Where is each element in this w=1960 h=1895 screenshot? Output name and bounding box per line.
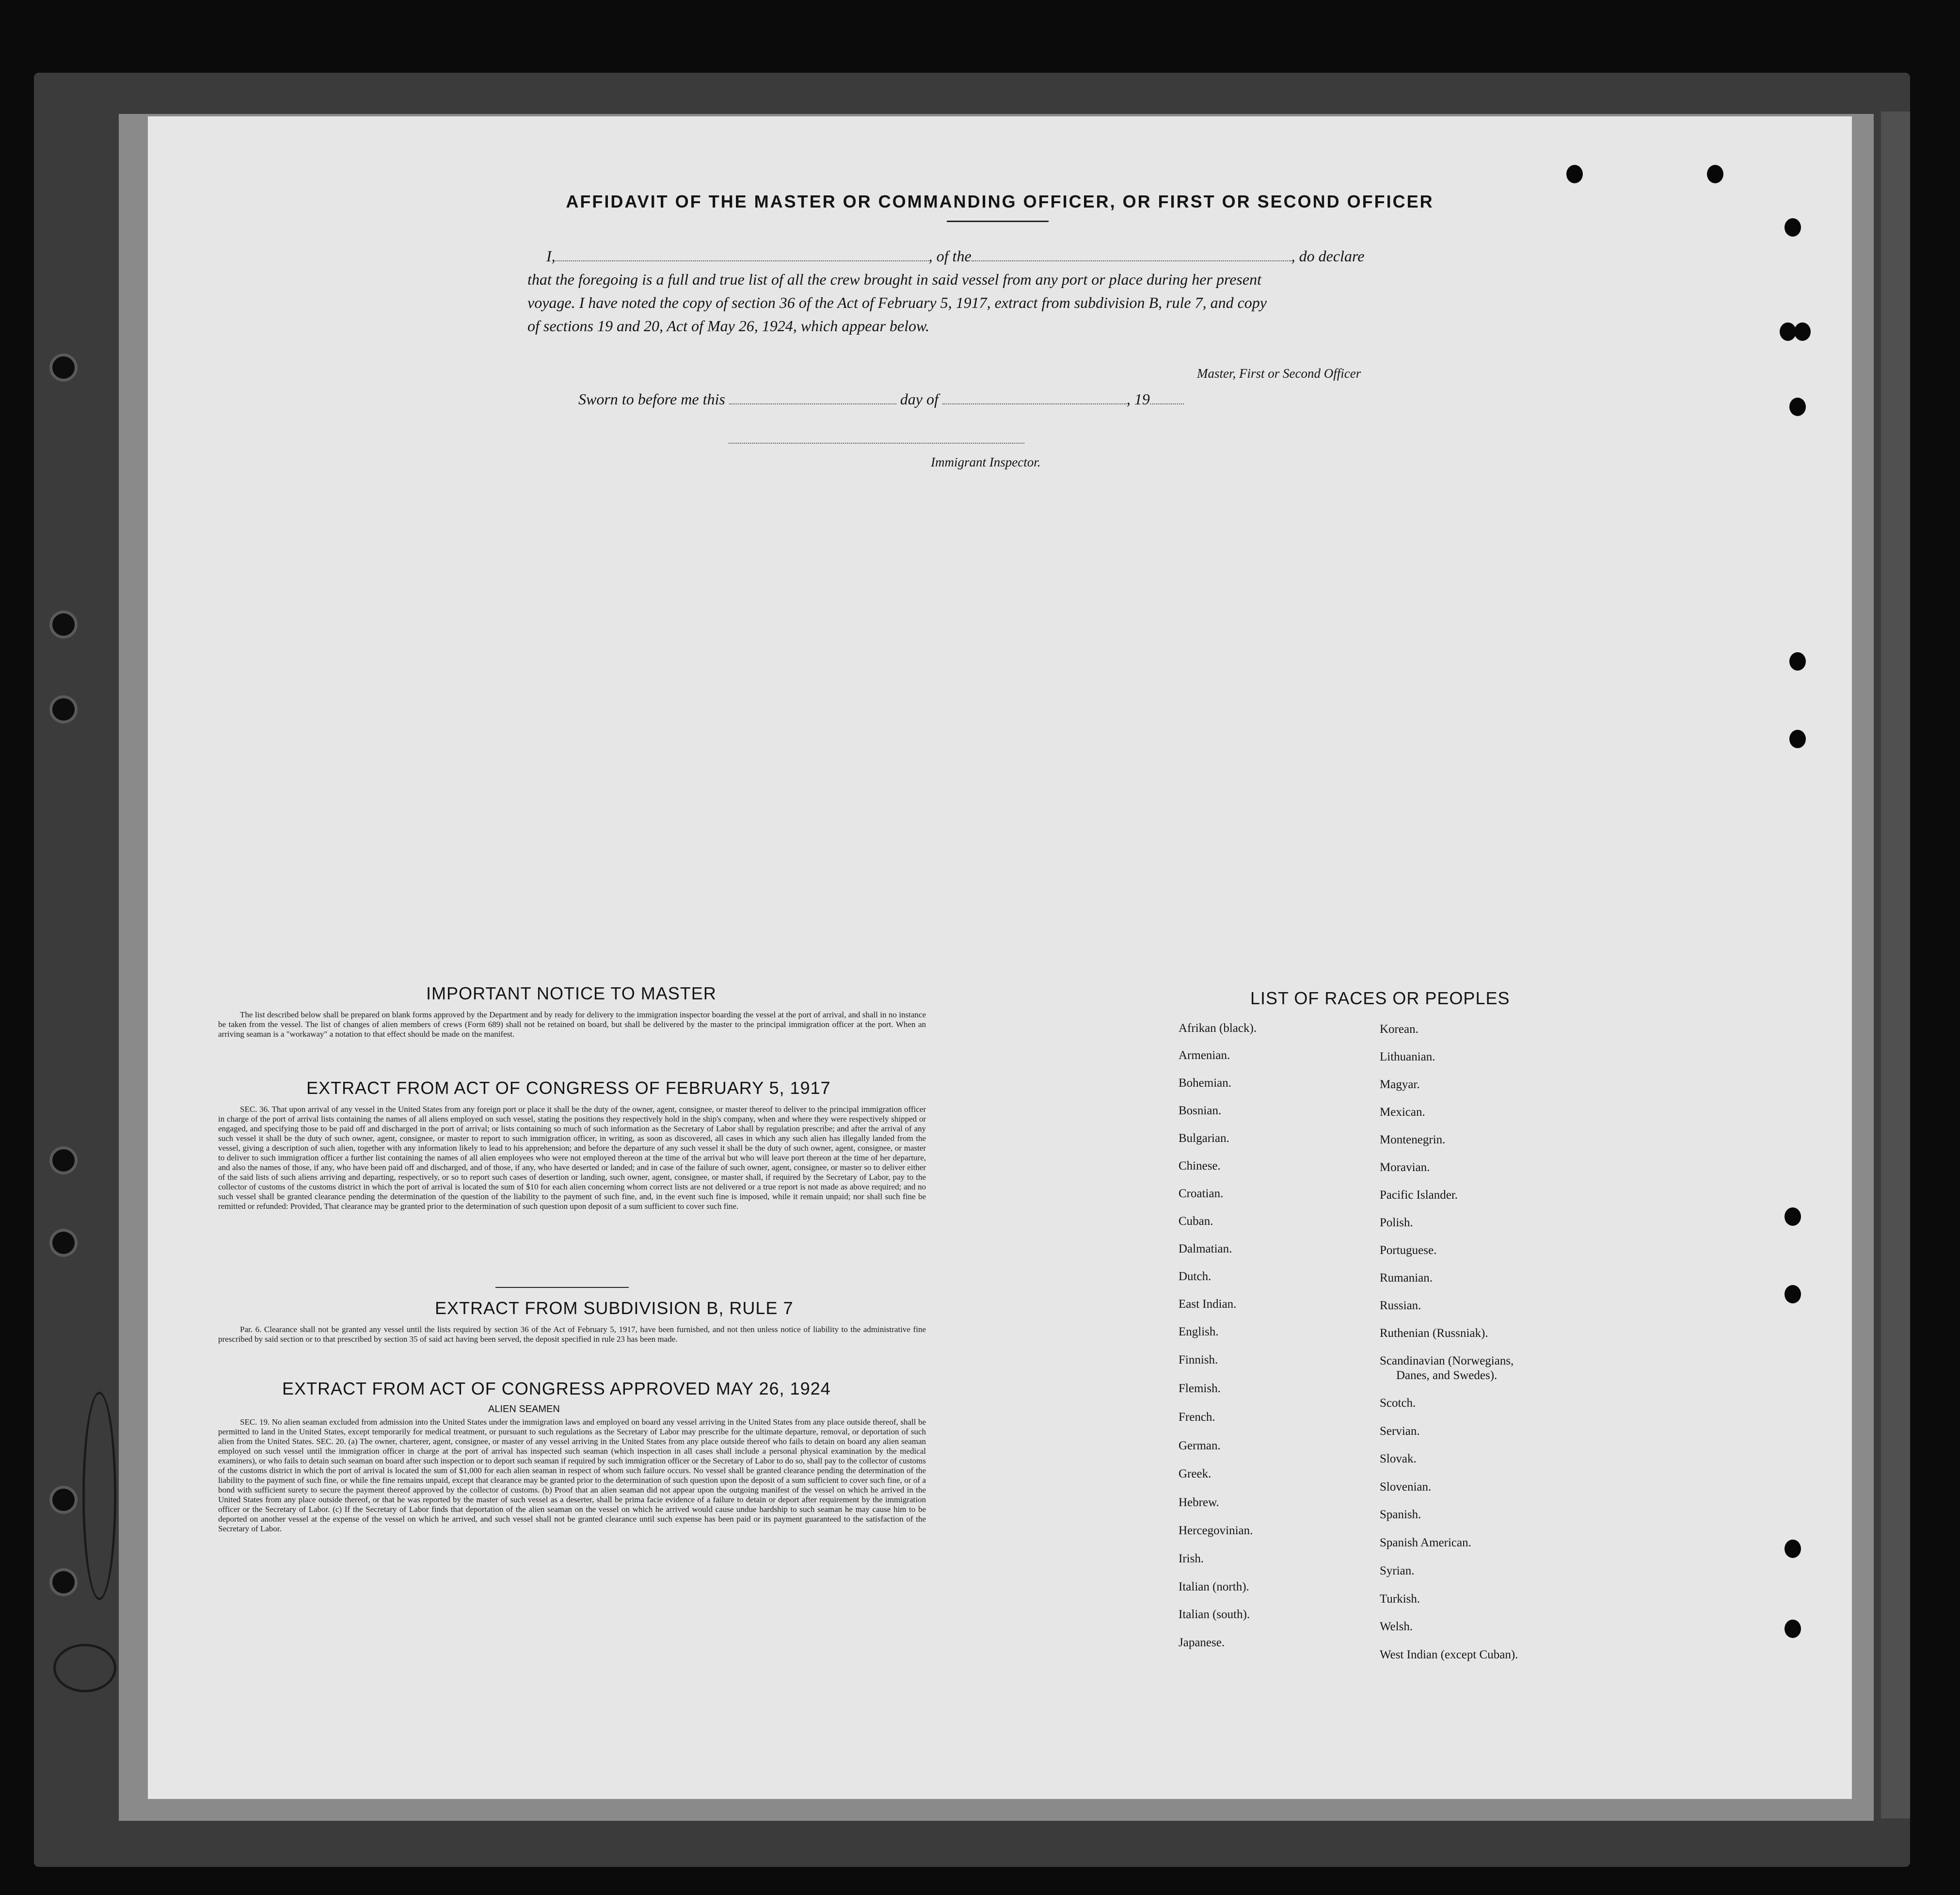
vessel-name-field <box>972 260 1291 261</box>
race-item: English. <box>1179 1325 1219 1338</box>
title-divider <box>947 221 1049 222</box>
race-item: Flemish. <box>1179 1382 1221 1395</box>
binder-hole <box>52 356 75 379</box>
punch-hole <box>1794 322 1811 341</box>
race-item: Welsh. <box>1380 1620 1413 1633</box>
affidavit-line-1 <box>546 247 1364 265</box>
race-item: French. <box>1179 1411 1215 1424</box>
binder-hole <box>52 1149 75 1172</box>
race-item: Ruthenian (Russniak). <box>1380 1327 1488 1340</box>
day-of-label: day of <box>900 390 939 408</box>
race-item: Dalmatian. <box>1179 1242 1232 1255</box>
affidavit-line-3: voyage. I have noted the copy of section 36 of the Act of February 5, 1917, extract from subdivision B, rule 7, and copy <box>527 294 1267 311</box>
punch-hole <box>1785 218 1801 237</box>
race-item: Bosnian. <box>1179 1104 1222 1117</box>
race-item: Danes, and Swedes). <box>1396 1369 1498 1382</box>
binder-hole <box>52 613 75 636</box>
sworn-month-field <box>942 403 1127 404</box>
race-item: Moravian. <box>1380 1161 1430 1174</box>
race-item: Hebrew. <box>1179 1496 1219 1509</box>
binder-string <box>53 1644 116 1692</box>
race-item: Korean. <box>1380 1023 1418 1036</box>
race-item: Turkish. <box>1380 1592 1420 1606</box>
race-item: West Indian (except Cuban). <box>1380 1648 1518 1661</box>
race-item: Russian. <box>1380 1299 1421 1312</box>
affidavit-declare: , do declare <box>1291 247 1365 265</box>
race-item: Afrikan (black). <box>1179 1022 1257 1035</box>
punch-hole <box>1785 1285 1801 1303</box>
punch-hole <box>1785 1540 1801 1558</box>
race-item: Lithuanian. <box>1380 1050 1435 1063</box>
inspector-signature-line <box>729 443 1024 444</box>
notice-body: The list described below shall be prepared on blank forms approved by the Department and by ready for delivery to the immigration inspector boarding the vessel at the port of arrival, and shall in no instance be taken from the vessel. The list of changes of alien members of crews (Form 689) shall not be retained on board, but shall be delivered by the master to the principal immigration officer at the port. When an arriving seaman is a "workaway" a notation to that effect should be made on the manifest. <box>218 1010 926 1039</box>
race-item: Syrian. <box>1380 1564 1415 1577</box>
manifest-page <box>148 116 1852 1799</box>
race-item: Dutch. <box>1179 1270 1211 1283</box>
year-prefix: , 19 <box>1126 390 1150 408</box>
affidavit-line-4: of sections 19 and 20, Act of May 26, 1924, which appear below. <box>527 317 929 335</box>
punch-hole <box>1785 1620 1801 1638</box>
binder-edge <box>1881 112 1910 1818</box>
race-item: Italian (north). <box>1179 1580 1249 1593</box>
race-item: Hercegovinian. <box>1179 1524 1253 1537</box>
signature-label: Master, First or Second Officer <box>1197 366 1361 381</box>
race-item: Servian. <box>1380 1425 1420 1438</box>
inspector-label: Immigrant Inspector. <box>931 455 1041 469</box>
race-item: German. <box>1179 1439 1221 1452</box>
race-item: Chinese. <box>1179 1159 1221 1172</box>
races-title: LIST OF RACES OR PEOPLES <box>1250 988 1510 1008</box>
race-item: Polish. <box>1380 1216 1413 1229</box>
punch-hole <box>1780 322 1796 341</box>
extract-rule7-body: Par. 6. Clearance shall not be granted any vessel until the lists required by section 36 of the Act of February 5, 1917, have been furnished, and not then unless notice of liability to the administrative fine prescribed by said section or to that prescribed by section 35 of said act having been served, the deposit specified in rule 23 has been made. <box>218 1325 926 1344</box>
race-item: Spanish. <box>1380 1508 1421 1521</box>
binder-hole <box>52 1571 75 1593</box>
extract-rule7-title: EXTRACT FROM SUBDIVISION B, RULE 7 <box>435 1298 794 1318</box>
race-item: Japanese. <box>1179 1636 1225 1649</box>
binder-string <box>82 1392 116 1600</box>
extract-1924-subtitle: ALIEN SEAMEN <box>488 1404 560 1414</box>
extract-1917-body: SEC. 36. That upon arrival of any vessel in the United States from any foreign port or place it shall be the duty of the owner, agent, consignee, or master thereof to deliver to the principal immigration officer in charge of the port of arrival lists containing the names of all aliens employed on such vessel, stating the positions they respectively hold in the ship's company, when and where they were respectively shipped or engaged, and specifying those to be paid off and discharged in the port of arrival; or lists containing so much of such information as the Secretary of Labor shall by regulation prescribe; and after the arrival of any such vessel it shall be the duty of such owner, agent, consignee, or master to report to such immigration officer, in writing, as soon as discovered, all cases in which any such alien has illegally landed from the vessel, giving a description of such alien, together with any information likely to lead to his apprehension; and before the departure of any such vessel it shall be the duty of such owner, agent, consignee, or master to deliver to such immigration officer a further list containing the names of all alien employees who were not employed thereon at the time of the arrival but who will leave port thereon at the time of her departure, and also the names of those, if any, who have been paid off and discharged, and of those, if any, who have deserted or landed; and in case of the failure of such owner, agent, consignee, or master so to deliver either of the said lists of such aliens arriving and departing, respectively, or so to report such cases of desertion or landing, such owner, agent, consignee, or master shall, if required by the Secretary of Labor, pay to the collector of customs of the customs district in which the port of arrival is located the sum of $10 for each alien concerning whom correct lists are not delivered or a true report is not made as above required; and no such vessel shall be granted clearance pending the determination of the question of the liability to the payment of such fine, and, in the event such fine is imposed, while it remain unpaid; nor shall such fine be remitted or refunded: Provided, That clearance may be granted prior to the determination of such question upon deposit of a sum sufficient to cover such fine. <box>218 1105 926 1211</box>
race-item: Bohemian. <box>1179 1076 1232 1090</box>
sworn-year-field <box>1150 403 1184 404</box>
punch-hole <box>1707 165 1723 183</box>
race-item: Slovak. <box>1380 1452 1417 1465</box>
master-name-field <box>556 260 929 261</box>
punch-hole <box>1566 165 1583 183</box>
race-item: Rumanian. <box>1380 1271 1433 1285</box>
race-item: Magyar. <box>1380 1078 1420 1091</box>
race-item: Scandinavian (Norwegians, <box>1380 1354 1514 1367</box>
sworn-line <box>578 390 1184 408</box>
race-item: Slovenian. <box>1380 1480 1432 1494</box>
race-item: Cuban. <box>1179 1215 1213 1228</box>
race-item: Montenegrin. <box>1380 1133 1446 1146</box>
punch-hole <box>1789 652 1806 671</box>
punch-hole <box>1789 398 1806 416</box>
sworn-day-field <box>729 403 896 404</box>
race-item: Mexican. <box>1380 1106 1425 1119</box>
binder-hole <box>52 698 75 721</box>
sworn-label: Sworn to before me this <box>578 390 725 408</box>
binder-hole <box>52 1489 75 1511</box>
race-item: Armenian. <box>1179 1049 1230 1062</box>
race-item: Greek. <box>1179 1467 1211 1480</box>
binder-hole <box>52 1232 75 1254</box>
race-item: Spanish American. <box>1380 1536 1471 1549</box>
race-item: Croatian. <box>1179 1187 1224 1200</box>
section-divider <box>495 1287 629 1288</box>
race-item: Pacific Islander. <box>1380 1188 1458 1202</box>
affidavit-of-the: , of the <box>928 247 972 265</box>
punch-hole <box>1789 730 1806 748</box>
notice-title: IMPORTANT NOTICE TO MASTER <box>426 983 717 1003</box>
race-item: East Indian. <box>1179 1298 1237 1311</box>
extract-1924-title: EXTRACT FROM ACT OF CONGRESS APPROVED MAY 26, 1924 <box>282 1379 831 1398</box>
race-item: Irish. <box>1179 1552 1204 1565</box>
affidavit-title: AFFIDAVIT OF THE MASTER OR COMMANDING OFFICER, OR FIRST OR SECOND OFFICER <box>566 192 1434 211</box>
race-item: Portuguese. <box>1380 1244 1437 1257</box>
extract-1924-body: SEC. 19. No alien seaman excluded from admission into the United States under the immigration laws and employed on board any vessel arriving in the United States from any place outside thereof, shall be permitted to land in the United States, except temporarily for medical treatment, or pursuant to such regulations as the Secretary of Labor may prescribe for the ultimate departure, removal, or deportation of such alien from the United States. SEC. 20. (a) The owner, charterer, agent, consignee, or master of any vessel arriving in the United States from any place outside thereof who fails to detain on board any alien seaman employed on such vessel until the immigration officer in charge at the port of arrival has inspected such seaman (which inspection in all cases shall include a personal physical examination by the medical examiners), or who fails to detain such seaman on board after such inspection or to deport such seaman if required by such immigration officer or the Secretary of Labor to do so, shall pay to the collector of customs of the customs district in which the port of arrival is located the sum of $1,000 for each alien seaman in respect of whom such failure occurs. No vessel shall be granted clearance pending the determination of the liability to the payment of such fine, or while the fine remains unpaid, except that clearance may be granted prior to the determination of such question upon the deposit of a sum sufficient to cover such fine, or of a bond with sufficient surety to secure the payment thereof approved by the collector of customs. (b) Proof that an alien seaman did not appear upon the outgoing manifest of the vessel on which he arrived in the United States from any place outside thereof, or that he was reported by the master of such vessel as a deserter, shall be prima facie evidence of a failure to detain or deport after requirement by the immigration officer or the Secretary of Labor. (c) If the Secretary of Labor finds that deportation of the alien seaman on the vessel on which he arrived would cause undue hardship to such seaman he may cause him to be deported on another vessel at the expense of the vessel on which he arrived, and such vessel shall not be granted clearance until such expense has been paid or its payment guaranteed to the satisfaction of the Secretary of Labor. <box>218 1417 926 1533</box>
punch-hole <box>1785 1207 1801 1226</box>
extract-1917-title: EXTRACT FROM ACT OF CONGRESS OF FEBRUARY 5, 1917 <box>306 1078 831 1098</box>
race-item: Italian (south). <box>1179 1608 1250 1621</box>
affidavit-line-2: that the foregoing is a full and true list of all the crew brought in said vessel from any port or place during her present <box>527 271 1261 288</box>
race-item: Finnish. <box>1179 1353 1218 1366</box>
affidavit-i: I, <box>546 247 556 265</box>
race-item: Scotch. <box>1380 1397 1416 1410</box>
race-item: Bulgarian. <box>1179 1132 1229 1145</box>
